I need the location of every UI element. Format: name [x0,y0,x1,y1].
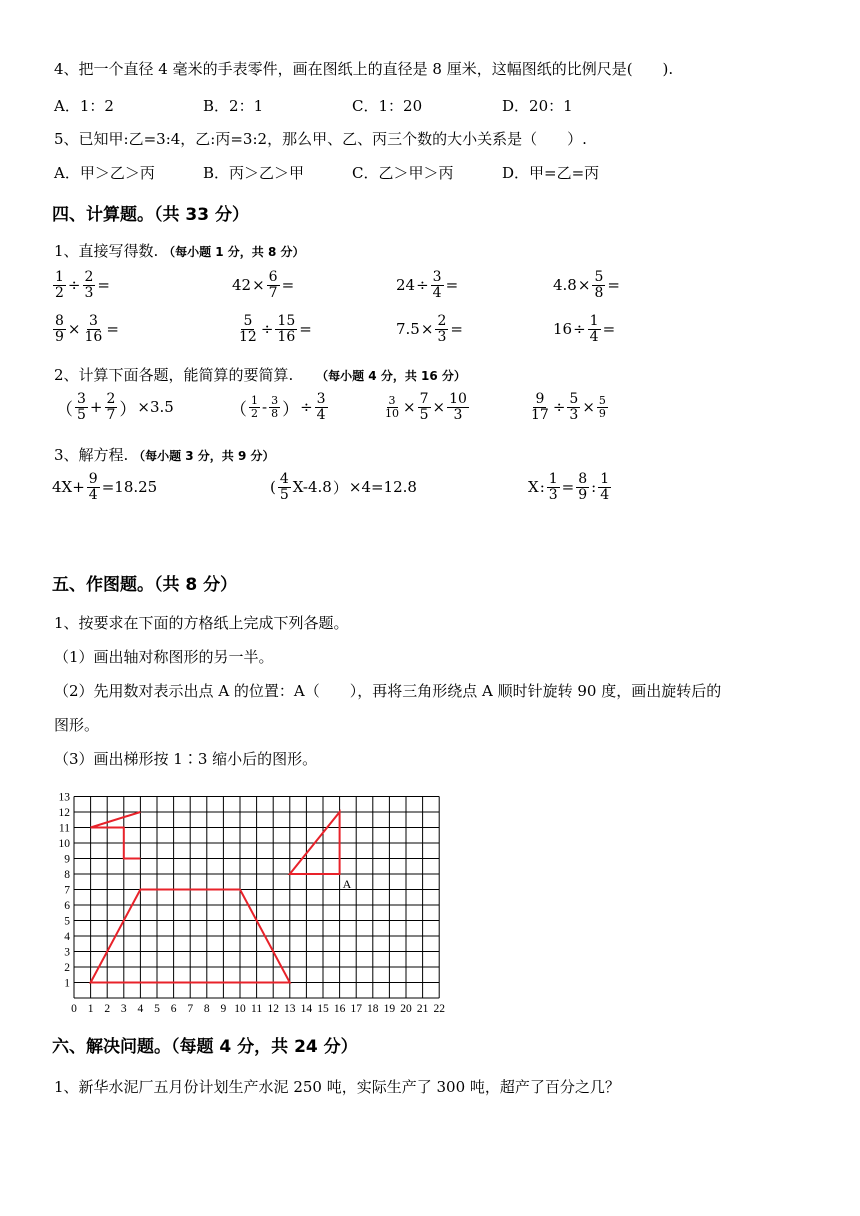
grid-shapes [91,812,340,983]
calc-2-1: $\frac{8}{9}$ × $\frac{3}{16}$ = [55,313,119,345]
calc-1-3: 24 ÷ $\frac{3}{4}$ = [396,269,459,301]
fraction: $\frac{3}{10}$ [385,394,399,420]
calc-1-1: $\frac{1}{2}$ ÷ $\frac{2}{3}$ = [55,269,110,301]
x-axis-tick-label: 12 [267,1003,279,1015]
fraction: $\frac{10}{3}$ [449,391,467,423]
x-axis-tick-label: 16 [333,1003,346,1015]
part-1-text: 1、直接写得数. [54,242,159,260]
y-axis-tick-label: 2 [64,962,70,974]
part-3-note: （每小题 3 分，共 9 分） [133,449,275,463]
x-axis-tick-label: 19 [383,1003,396,1015]
x-axis-tick-label: 8 [203,1003,210,1015]
simplify-1: （ $\frac{3}{5}$ + $\frac{2}{7}$ ） ×3.5 [56,391,174,423]
x-axis-tick-label: 3 [120,1003,127,1015]
y-axis-tick-label: 1 [64,977,70,990]
fraction: $\frac{4}{5}$ [279,471,289,503]
y-axis-tick-label: 3 [64,946,70,959]
fraction: $\frac{5}{8}$ [594,269,604,301]
q4-option-c: C．1：20 [352,97,423,115]
fraction: $\frac{3}{8}$ [271,394,279,420]
y-axis-tick-label: 12 [58,807,70,819]
section-4-title: 四、计算题。（共 33 分） [52,205,249,225]
calc-2-2: $\frac{5}{12}$ ÷ $\frac{15}{16}$ = [239,313,312,345]
fraction: $\frac{5}{9}$ [598,394,606,420]
part-3-label [54,444,275,465]
y-axis-tick-label: 9 [64,853,70,866]
fraction: $\frac{3}{5}$ [77,391,86,423]
x-axis-tick-label: 21 [416,1003,429,1015]
x-axis-tick-label: 4 [137,1003,144,1015]
drawing-subtask-1: （1）画出轴对称图形的另一半。 [54,648,274,666]
part-1-note: （每小题 1 分，共 8 分） [163,245,305,259]
x-axis-tick-label: 22 [433,1003,445,1015]
fraction: $\frac{1}{2}$ [251,394,258,420]
fraction: $\frac{1}{4}$ [589,313,599,345]
grid-labels [59,792,446,1016]
question-5-text: 5、已知甲:乙=3:4，乙:丙=3:2，那么甲、乙、丙三个数的大小关系是（ ）. [54,130,587,148]
point-a-label: A [342,877,352,891]
q4-option-d: D．20：1 [502,97,573,115]
x-axis-tick-label: 20 [400,1003,412,1015]
q5-option-c: C．乙＞甲＞丙 [352,164,454,182]
y-axis-tick-label: 6 [64,900,70,912]
q4-option-a: A．1：2 [54,97,114,115]
fraction: $\frac{8}{9}$ [55,313,64,345]
fraction: $\frac{15}{16}$ [277,313,296,345]
simplify-4: $\frac{9}{17}$ ÷ $\frac{5}{3}$ × $\frac{5}{9}$ [531,391,606,423]
fraction: $\frac{2}{7}$ [106,391,116,423]
x-axis-tick-label: 7 [187,1003,194,1015]
fraction: $\frac{2}{3}$ [437,313,447,345]
drawing-subtask-2-cont: 图形。 [54,716,100,734]
x-axis-tick-label: 6 [170,1003,177,1015]
y-axis-tick-label: 5 [64,915,70,928]
part-2-note: （每小题 4 分，共 16 分） [316,369,466,383]
x-axis-tick-label: 5 [154,1003,160,1015]
calc-1-2: 42 × $\frac{6}{7}$ = [232,269,295,301]
x-axis-tick-label: 14 [300,1003,313,1015]
drawing-question-1: 1、按要求在下面的方格纸上完成下列各题。 [54,614,349,632]
y-axis-tick-label: 4 [64,931,70,943]
x-axis-tick-label: 18 [367,1003,379,1015]
fraction: $\frac{1}{2}$ [55,269,64,301]
fraction: $\frac{7}{5}$ [419,391,429,423]
q5-option-b: B．丙＞乙＞甲 [203,164,305,182]
question-4-text: 4、把一个直径 4 毫米的手表零件，画在图纸上的直径是 8 厘米，这幅图纸的比例尺是( ). [54,60,674,78]
simplify-2: （ $\frac{1}{2}$ - $\frac{3}{8}$ ） ÷ $\frac{3}{4}$ [230,391,326,423]
fraction: $\frac{5}{3}$ [569,391,579,423]
fraction: $\frac{3}{16}$ [84,313,103,345]
drawing-subtask-3: （3）画出梯形按 1∶3 缩小后的图形。 [54,750,318,768]
coordinate-grid [52,776,452,1020]
x-axis-tick-label: 2 [104,1003,111,1015]
simplify-3: $\frac{3}{10}$ × $\frac{7}{5}$ × $\frac{10}{3}$ [385,391,467,423]
x-axis-tick-label: 10 [234,1003,246,1015]
fraction: $\frac{5}{12}$ [239,313,257,345]
part-3-text: 3、解方程. [54,446,129,464]
fraction: $\frac{9}{4}$ [88,471,98,503]
equation-3: X : $\frac{1}{3}$ = $\frac{8}{9}$ : $\frac{1}{4}$ [528,471,610,503]
section-6-title: 六、解决问题。（每题 4 分，共 24 分） [52,1037,358,1057]
grid-lines [74,797,439,999]
fraction: $\frac{9}{17}$ [531,391,549,423]
fraction: $\frac{3}{4}$ [316,391,326,423]
fraction: $\frac{1}{3}$ [548,471,558,503]
y-axis-tick-label: 11 [58,822,70,835]
x-axis-tick-label: 15 [317,1003,329,1015]
y-axis-tick-label: 13 [58,791,70,804]
fraction: $\frac{2}{3}$ [84,269,94,301]
part-2-label [54,364,466,385]
y-axis-tick-label: 7 [64,884,70,897]
x-axis-tick-label: 13 [284,1003,296,1015]
half-symmetric-figure [91,812,141,859]
part-1-label [54,240,305,261]
q4-option-b: B．2：1 [203,97,264,115]
part-2-text: 2、计算下面各题，能简算的要简算. [54,366,294,384]
calc-1-4: 4.8 × $\frac{5}{8}$ = [553,269,620,301]
y-axis-tick-label: 10 [58,838,70,850]
y-axis-tick-label: 8 [64,869,70,881]
calc-2-4: 16 ÷ $\frac{1}{4}$ = [553,313,616,345]
section-5-title: 五、作图题。（共 8 分） [52,575,238,595]
fraction: $\frac{1}{4}$ [600,471,610,503]
x-axis-tick-label: 0 [71,1003,77,1015]
x-axis-tick-label: 9 [220,1003,227,1015]
fraction: $\frac{3}{4}$ [432,269,442,301]
x-axis-tick-label: 11 [251,1003,263,1015]
equation-2: ( $\frac{4}{5}$ X-4.8 ） ×4=12.8 [270,471,417,503]
q5-option-d: D．甲=乙=丙 [502,164,600,182]
problem-1-text: 1、新华水泥厂五月份计划生产水泥 250 吨，实际生产了 300 吨，超产了百分之几？ [54,1078,620,1096]
x-axis-tick-label: 1 [87,1003,94,1015]
calc-2-3: 7.5 × $\frac{2}{3}$ = [396,313,463,345]
equation-1: 4X+ $\frac{9}{4}$ =18.25 [52,471,158,503]
drawing-subtask-2: （2）先用数对表示出点 A 的位置：A（ ），再将三角形绕点 A 顺时针旋转 90 度，画出旋转后的 [54,682,722,700]
fraction: $\frac{6}{7}$ [268,269,278,301]
fraction: $\frac{8}{9}$ [578,471,588,503]
x-axis-tick-label: 17 [350,1003,362,1015]
q5-option-a: A．甲＞乙＞丙 [54,164,155,182]
